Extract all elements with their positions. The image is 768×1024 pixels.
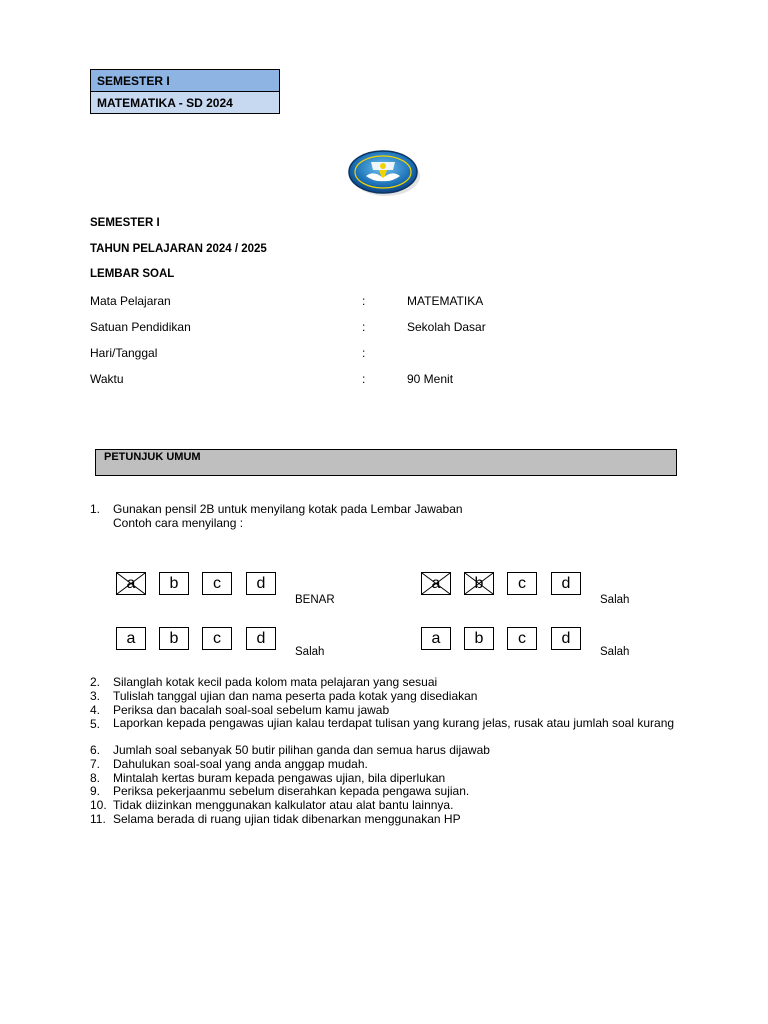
item-text: Periksa dan bacalah soal-soal sebelum kamu jawab [113, 703, 390, 717]
item-text: Contoh cara menyilang : [113, 516, 244, 530]
item-number: 5. [90, 717, 101, 731]
info-label: Mata Pelajaran [90, 294, 171, 308]
answer-letter: b [169, 575, 179, 592]
answer-box-d [246, 627, 276, 650]
info-colon: : [362, 346, 366, 360]
info-colon: : [362, 320, 366, 334]
answer-box-a [421, 572, 451, 595]
heading-tahun: TAHUN PELAJARAN 2024 / 2025 [90, 243, 267, 255]
answer-box-b [159, 627, 189, 650]
heading-lembar: LEMBAR SOAL [90, 268, 175, 280]
item-text: Selama berada di ruang ujian tidak dibenarkan menggunakan HP [113, 812, 461, 826]
item-text: Periksa pekerjaanmu sebelum diserahkan kepada pengawa sujian. [113, 784, 470, 798]
info-row-waktu [90, 372, 590, 388]
item-text: Laporkan kepada pengawas ujian kalau terdapat tulisan yang kurang jelas, rusak atau jumlah soal kurang [113, 716, 675, 730]
info-colon: : [362, 294, 366, 308]
answer-box-d [551, 572, 581, 595]
header-semester: SEMESTER I [91, 70, 280, 92]
item-number: 10. [90, 798, 107, 812]
answer-box-b [159, 572, 189, 595]
info-value: 90 Menit [407, 372, 454, 386]
answer-letter: b [474, 575, 484, 592]
tut-wuri-handayani-logo [346, 148, 422, 198]
info-colon: : [362, 372, 366, 386]
item-text: Tidak diizinkan menggunakan kalkulator atau alat bantu lainnya. [113, 798, 454, 812]
item-text: Tulislah tanggal ujian dan nama peserta pada kotak yang disediakan [113, 689, 478, 703]
answer-letter: d [256, 630, 266, 647]
item-number: 4. [90, 703, 101, 717]
info-value: MATEMATIKA [407, 294, 484, 308]
example-label-salah: Salah [295, 646, 325, 658]
item-number: 6. [90, 743, 101, 757]
header-table [90, 69, 280, 114]
petunjuk-umum-title: PETUNJUK UMUM [104, 451, 201, 463]
answer-box-a [116, 572, 146, 595]
answer-box-a [116, 627, 146, 650]
item-text: Dahulukan soal-soal yang anda anggap mudah. [113, 757, 368, 771]
petunjuk-umum-box [95, 449, 677, 476]
answer-box-c [202, 627, 232, 650]
item-number: 8. [90, 771, 101, 785]
answer-box-d [246, 572, 276, 595]
item-number: 1. [90, 502, 101, 516]
answer-letter: b [169, 630, 179, 647]
answer-box-c [507, 627, 537, 650]
item-number: 7. [90, 757, 101, 771]
heading-semester: SEMESTER I [90, 217, 160, 229]
info-value: Sekolah Dasar [407, 320, 486, 334]
answer-box-c [202, 572, 232, 595]
answer-letter: c [518, 575, 526, 592]
header-subject: MATEMATIKA - SD 2024 [91, 92, 280, 114]
info-row-hari-tanggal [90, 346, 590, 362]
example-label-benar: BENAR [295, 594, 335, 606]
example-label-salah: Salah [600, 646, 630, 658]
answer-letter: a [126, 630, 136, 647]
item-number: 11. [90, 812, 106, 826]
info-label: Hari/Tanggal [90, 346, 158, 360]
answer-letter: d [256, 575, 266, 592]
answer-box-b [464, 572, 494, 595]
example-label-salah: Salah [600, 594, 630, 606]
answer-letter: d [561, 575, 571, 592]
answer-box-b [464, 627, 494, 650]
item-number: 9. [90, 784, 101, 798]
item-number: 3. [90, 689, 101, 703]
answer-box-a [421, 627, 451, 650]
answer-box-c [507, 572, 537, 595]
item-text: Silanglah kotak kecil pada kolom mata pelajaran yang sesuai [113, 675, 438, 689]
item-text: Gunakan pensil 2B untuk menyilang kotak pada Lembar Jawaban [113, 502, 463, 516]
item-text: Mintalah kertas buram kepada pengawas ujian, bila diperlukan [113, 771, 446, 785]
info-row-mata-pelajaran [90, 294, 590, 310]
answer-letter: c [213, 630, 221, 647]
item-text: Jumlah soal sebanyak 50 butir pilihan ganda dan semua harus dijawab [113, 743, 490, 757]
info-label: Waktu [90, 372, 124, 386]
answer-letter: c [518, 630, 526, 647]
answer-letter: a [126, 575, 136, 592]
info-row-satuan-pendidikan [90, 320, 590, 336]
answer-letter: a [431, 575, 441, 592]
answer-letter: d [561, 630, 571, 647]
answer-letter: c [213, 575, 221, 592]
info-label: Satuan Pendidikan [90, 320, 191, 334]
answer-letter: b [474, 630, 484, 647]
answer-box-d [551, 627, 581, 650]
item-number: 2. [90, 675, 101, 689]
answer-letter: a [431, 630, 441, 647]
